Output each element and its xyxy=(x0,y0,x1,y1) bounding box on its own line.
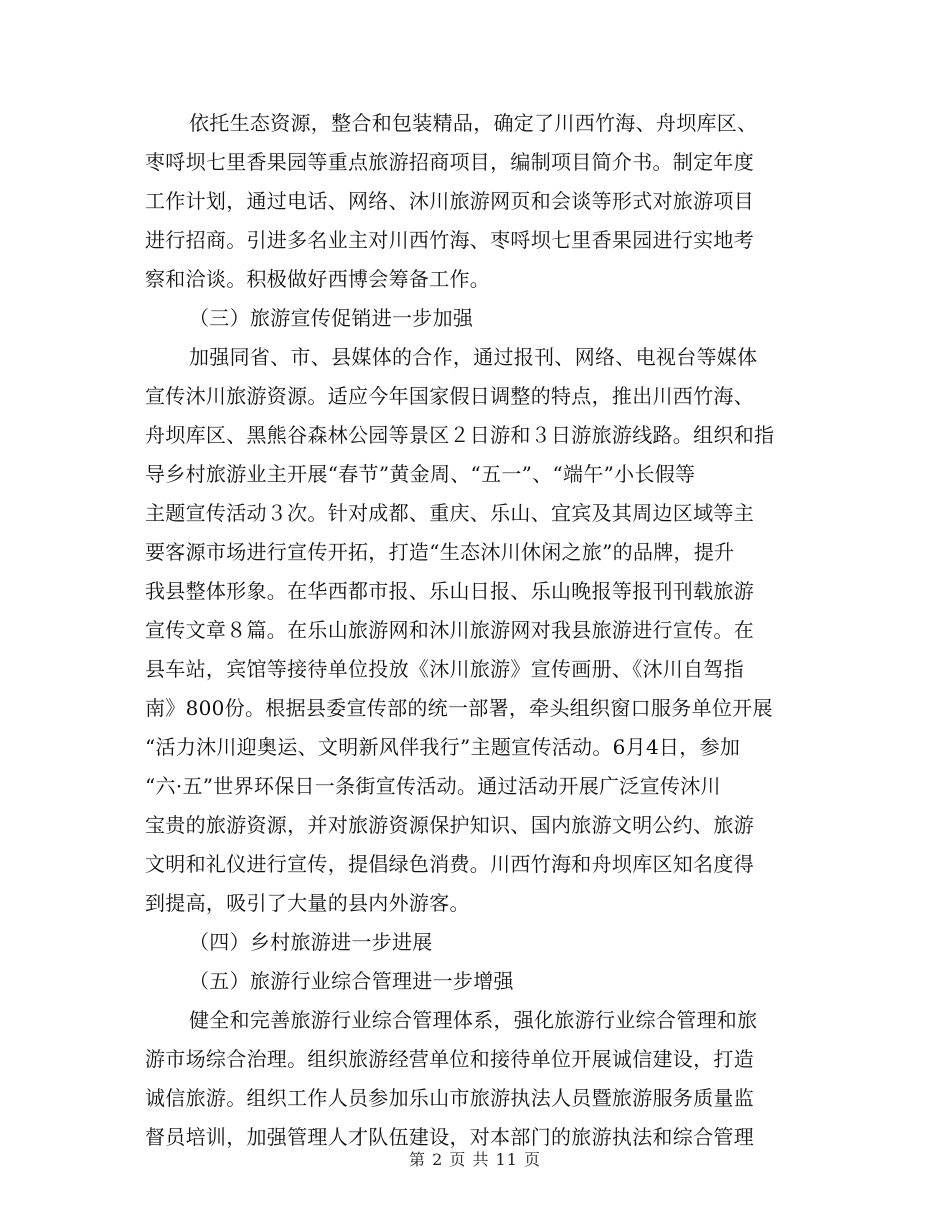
page-footer: 第 2 页 共 11 页 xyxy=(409,1150,541,1169)
text-line: 进行招商。引进多名业主对川西竹海、枣哷坝七里香果园进行实地考 xyxy=(145,228,754,252)
text-line: 依托生态资源，整合和包装精品，确定了川西竹海、舟坝库区、 xyxy=(189,111,758,135)
text-line: “活力沐川迎奥运、文明新风伴我行”主题宣传活动。6月4日，参加 xyxy=(145,735,741,759)
text-line: 我县整体形象。在华西都市报、乐山日报、乐山晚报等报刊刊载旅游 xyxy=(145,579,754,603)
text-line: 工作计划，通过电话、网络、沐川旅游网页和会谈等形式对旅游项目 xyxy=(145,189,754,213)
text-line: 枣哷坝七里香果园等重点旅游招商项目，编制项目简介书。制定年度 xyxy=(145,150,754,174)
text-line: 导乡村旅游业主开展“春节”黄金周、“五一”、“端午”小长假等 xyxy=(145,462,696,486)
text-line: 到提高，吸引了大量的县内外游客。 xyxy=(145,891,470,915)
text-line: 健全和完善旅游行业综合管理体系，强化旅游行业综合管理和旅 xyxy=(189,1008,758,1032)
text-line: 南》800份。根据县委宣传部的统一部署，牵头组织窗口服务单位开展 xyxy=(145,696,773,720)
text-line: 要客源市场进行宣传开拓，打造“生态沐川休闲之旅”的品牌，提升 xyxy=(145,540,735,564)
text-line: 察和洽谈。积极做好西博会筹备工作。 xyxy=(145,267,491,291)
text-line: 游市场综合治理。组织旅游经营单位和接待单位开展诚信建设，打造 xyxy=(145,1047,754,1071)
text-line: 主题宣传活动３次。针对成都、重庆、乐山、宜宾及其周边区域等主 xyxy=(145,501,754,525)
text-line: 舟坝库区、黑熊谷森林公园等景区２日游和３日游旅游线路。组织和指 xyxy=(145,423,775,447)
text-line: 督员培训，加强管理人才队伍建设，对本部门的旅游执法和综合管理 xyxy=(145,1125,754,1149)
document-body xyxy=(145,104,813,1157)
text-line: （五）旅游行业综合管理进一步增强 xyxy=(189,969,514,993)
text-line: 文明和礼仪进行宣传，提倡绿色消费。川西竹海和舟坝库区知名度得 xyxy=(145,852,754,876)
text-line: “六·五”世界环保日一条街宣传活动。通过活动开展广泛宣传沐川 xyxy=(145,774,721,798)
text-line: 宣传沐川旅游资源。适应今年国家假日调整的特点，推出川西竹海、 xyxy=(145,384,754,408)
text-line: （四）乡村旅游进一步进展 xyxy=(189,930,433,954)
text-line: 县车站，宾馆等接待单位投放《沐川旅游》宣传画册、《沐川自驾指 xyxy=(145,657,744,681)
text-line: 诚信旅游。组织工作人员参加乐山市旅游执法人员暨旅游服务质量监 xyxy=(145,1086,754,1110)
text-line: 宝贵的旅游资源，并对旅游资源保护知识、国内旅游文明公约、旅游 xyxy=(145,813,754,837)
text-line: 宣传文章８篇。在乐山旅游网和沐川旅游网对我县旅游进行宣传。在 xyxy=(145,618,754,642)
text-line: 加强同省、市、县媒体的合作，通过报刊、网络、电视台等媒体 xyxy=(189,345,758,369)
text-line: （三）旅游宣传促销进一步加强 xyxy=(189,306,474,330)
